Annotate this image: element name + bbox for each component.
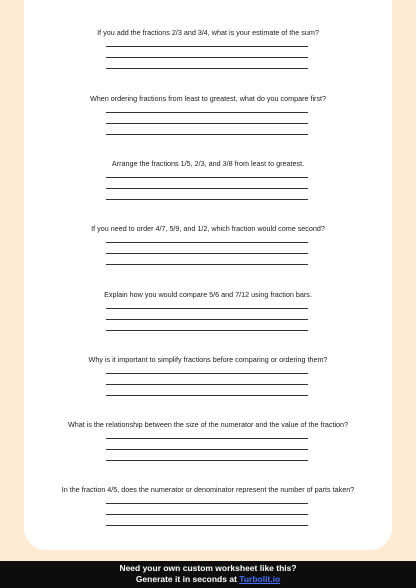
answer-line — [106, 46, 308, 47]
answer-line — [106, 514, 308, 515]
answer-line — [106, 253, 308, 254]
answer-line — [106, 177, 308, 178]
question-7: What is the relationship between the size of the numerator and the value of the fraction? — [67, 420, 349, 429]
question-5: Explain how you would compare 5/6 and 7/12 using fraction bars. — [104, 290, 312, 299]
answer-lines-6 — [106, 373, 308, 396]
worksheet-page — [24, 0, 392, 550]
answer-lines-4 — [106, 242, 308, 265]
question-1: If you add the fractions 2/3 and 3/4, what is your estimate of the sum? — [97, 28, 319, 37]
answer-lines-8 — [106, 503, 308, 526]
answer-lines-5 — [106, 308, 308, 331]
answer-line — [106, 503, 308, 504]
answer-line — [106, 112, 308, 113]
answer-line — [106, 264, 308, 265]
answer-lines-7 — [106, 438, 308, 461]
footer-headline: Need your own custom worksheet like this? — [119, 563, 297, 573]
answer-line — [106, 134, 308, 135]
answer-line — [106, 68, 308, 69]
answer-line — [106, 449, 308, 450]
answer-line — [106, 199, 308, 200]
answer-line — [106, 373, 308, 374]
answer-line — [106, 308, 308, 309]
question-2: When ordering fractions from least to greatest, what do you compare first? — [89, 94, 327, 103]
question-4: If you need to order 4/7, 5/9, and 1/2, which fraction would come second? — [91, 224, 325, 233]
answer-line — [106, 57, 308, 58]
answer-line — [106, 525, 308, 526]
answer-line — [106, 319, 308, 320]
answer-line — [106, 330, 308, 331]
question-6: Why is it important to simplify fractions before comparing or ordering them? — [88, 355, 328, 364]
answer-lines-2 — [106, 112, 308, 135]
answer-line — [106, 395, 308, 396]
promo-footer — [0, 561, 416, 588]
question-8: In the fraction 4/5, does the numerator or denominator represent the number of parts taken? — [61, 485, 355, 494]
footer-subline-text: Generate it in seconds at — [135, 574, 240, 584]
answer-line — [106, 384, 308, 385]
answer-lines-1 — [106, 46, 308, 69]
turbolit-link[interactable]: Turbolit.io — [239, 574, 281, 584]
footer-subline — [0, 574, 416, 585]
answer-line — [106, 438, 308, 439]
question-3: Arrange the fractions 1/5, 2/3, and 3/8 from least to greatest. — [111, 159, 305, 168]
answer-lines-3 — [106, 177, 308, 200]
answer-line — [106, 460, 308, 461]
answer-line — [106, 188, 308, 189]
answer-line — [106, 123, 308, 124]
answer-line — [106, 242, 308, 243]
